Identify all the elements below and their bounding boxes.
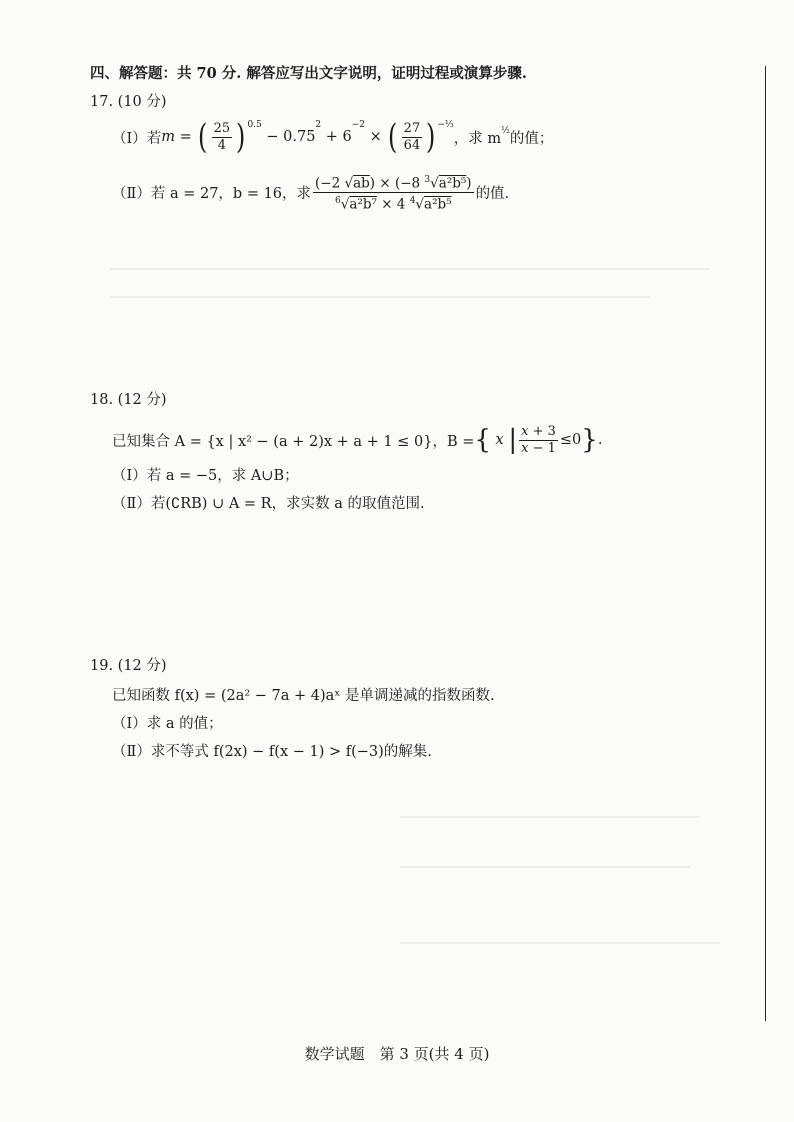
q18-part2: （Ⅱ）若(∁RB) ∪ A = R，求实数 a 的取值范围. <box>112 496 425 512</box>
q19-part2: （Ⅱ）求不等式 f(2x) − f(x − 1) > f(−3)的解集. <box>112 744 432 760</box>
bleed-through-mark <box>110 268 710 270</box>
q17-number: 17. (10 分) <box>90 94 167 110</box>
q17-part2-tail: 的值. <box>475 185 510 202</box>
q17-part1 <box>112 118 553 156</box>
q17-part2-prefix: （Ⅱ）若 a = 27，b = 16，求 <box>112 185 312 202</box>
q19-intro: 已知函数 f(x) = (2a² − 7a + 4)aˣ 是单调递减的指数函数. <box>112 688 495 704</box>
q18-part1: （Ⅰ）若 a = −5，求 A∪B； <box>112 468 299 484</box>
section-header: 四、解答题：共 70 分. 解答应写出文字说明，证明过程或演算步骤. <box>90 65 527 82</box>
q19-number: 19. (12 分) <box>90 658 167 674</box>
q18-set-b: { x | $\frac{x + 3}{x - 1}$ ≤0 } . <box>474 423 603 456</box>
bleed-through-mark <box>400 942 720 944</box>
q19-part1: （Ⅰ）求 a 的值； <box>112 716 223 732</box>
q17-part1-formula: m = ( $\frac{25}{4}$ ) $^{0.5}$ − 0.75 2 + 6 −2 × ( $\frac{27}{64}$ ) $^{-\frac{1}{3}}$ <box>161 117 454 157</box>
q17-part1-prefix: （Ⅰ）若 <box>112 130 162 147</box>
q17-part2 <box>112 170 509 214</box>
q17-part1-suffix: ，求 m <box>453 130 502 147</box>
q18-number: 18. (12 分) <box>90 392 167 408</box>
q17-part1-exponent: ½ <box>501 126 510 136</box>
bleed-through-mark <box>400 816 700 818</box>
bleed-through-mark <box>400 866 690 868</box>
q18-intro-text: 已知集合 A = {x | x² − (a + 2)x + a + 1 ≤ 0}，B = <box>112 433 475 450</box>
q17-part1-tail: 的值； <box>509 130 554 147</box>
q18-intro <box>112 420 602 460</box>
margin-rule <box>765 66 766 1021</box>
bleed-through-mark <box>110 296 650 298</box>
page-footer: 数学试题 第 3 页(共 4 页) <box>304 1045 490 1063</box>
q17-part2-formula: $\frac{(-2 √ab) \times (-8 ^3√a^2b^5)}{^6√a^2b^7 \times 4 ^4√a^2b^5}$ <box>313 172 474 212</box>
